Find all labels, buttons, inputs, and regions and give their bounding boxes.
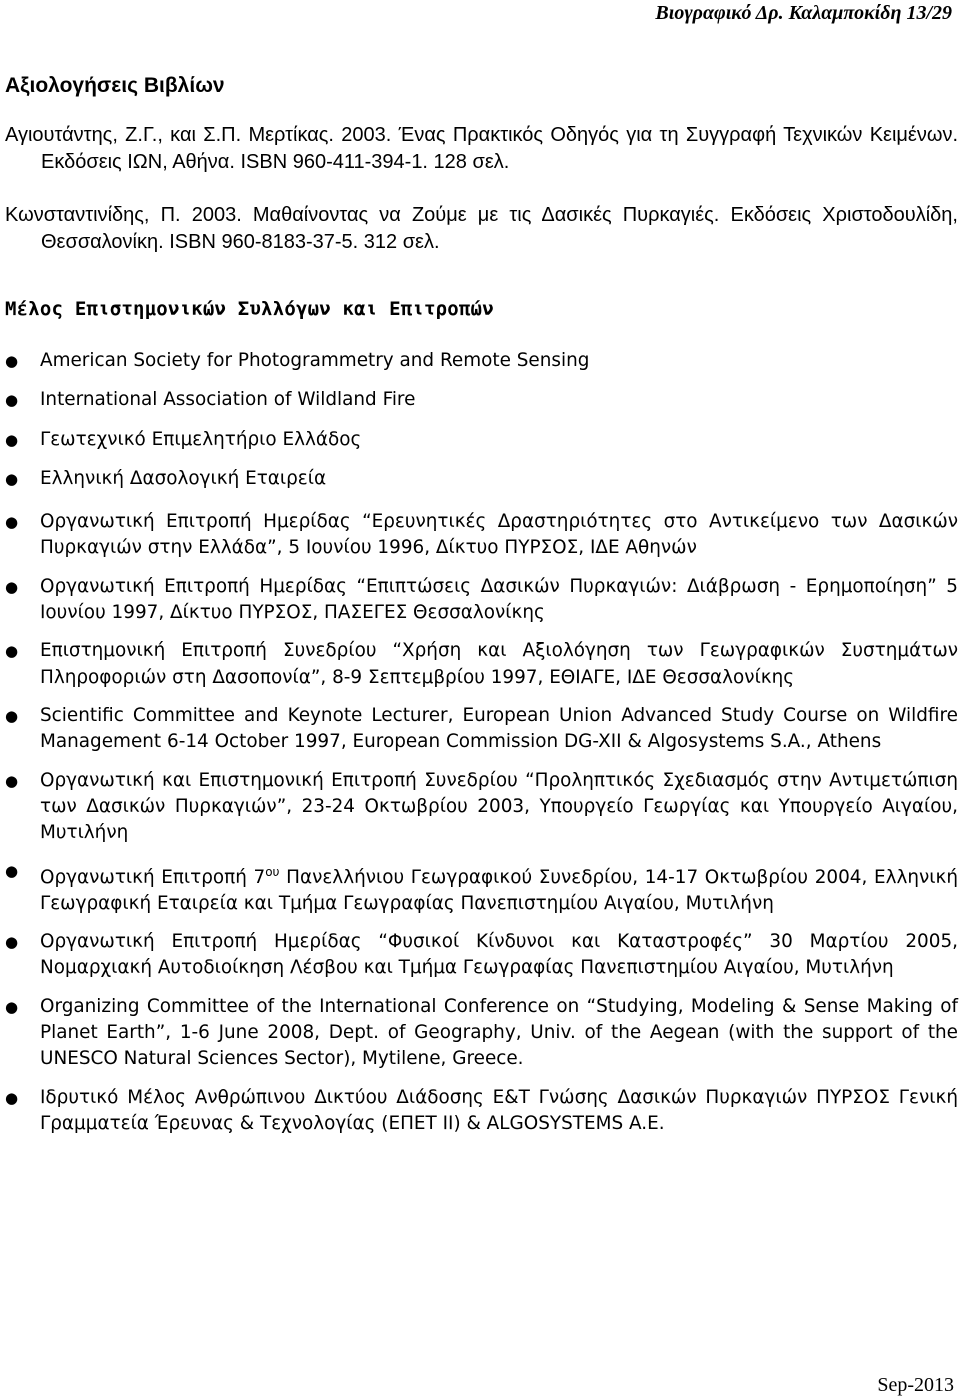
bullet-icon: ●	[5, 706, 19, 725]
list-item-text: Ιδρυτικό Μέλος Ανθρώπινου Δικτύου Διάδοσης Ε&Τ Γνώσης Δασικών Πυρκαγιών ΠΥΡΣΟΣ Γενική Γραμματεία Έρευνας & Τεχνολογίας (ΕΠΕΤ ΙΙ) & ALGOSYSTEMS A.E.	[40, 1086, 958, 1134]
list-item	[5, 509, 958, 562]
page-body	[5, 74, 958, 1137]
list-item-text: Οργανωτική Επιτροπή Ημερίδας “Ερευνητικές Δραστηριότητες στο Αντικείμενο των Δασικών Πυρκαγιών στην Ελλάδα”, 5 Ιουνίου 1996, Δίκτυο ΠΥΡΣΟΣ, ΙΔΕ Αθηνών	[40, 511, 958, 559]
bullet-icon: ●	[5, 862, 19, 881]
bullet-icon: ●	[5, 997, 19, 1016]
list-item-text: Γεωτεχνικό Επιμελητήριο Ελλάδος	[40, 428, 362, 450]
bullet-icon: ●	[5, 933, 19, 952]
list-item	[5, 638, 958, 691]
list-item-text: Ελληνική Δασολογική Εταιρεία	[40, 467, 327, 489]
list-item	[5, 703, 958, 756]
book-review-entry: Κωνσταντινίδης, Π. 2003. Μαθαίνοντας να Ζούμε με τις Δασικές Πυρκαγιές. Εκδόσεις Χριστοδουλίδη, Θεσσαλονίκη. ISBN 960-8183-37-5. 312 σελ.	[5, 204, 958, 253]
book-reviews-list	[5, 122, 958, 256]
list-item	[5, 574, 958, 627]
bullet-icon: ●	[5, 352, 19, 370]
list-item	[5, 994, 958, 1073]
bullet-icon: ●	[5, 430, 19, 449]
list-item	[5, 466, 958, 492]
list-item	[5, 929, 958, 982]
list-item	[5, 427, 958, 453]
list-item-text: Επιστημονική Επιτροπή Συνεδρίου “Χρήση και Αξιολόγηση των Γεωγραφικών Συστημάτων Πληροφοριών στη Δασοπονία”, 8-9 Σεπτεμβρίου 1997, ΕΘΙΑΓΕ, ΙΔΕ Θεσσαλονίκης	[40, 640, 958, 688]
list-item-text: Οργανωτική Επιτροπή Ημερίδας “Επιπτώσεις Δασικών Πυρκαγιών: Διάβρωση - Ερημοποίηση” 5 Ιουνίου 1997, Δίκτυο ΠΥΡΣΟΣ, ΠΑΣΕΓΕΣ Θεσσαλονίκης	[40, 575, 958, 624]
bullet-icon: ●	[5, 771, 19, 790]
list-item	[5, 348, 958, 374]
list-item-text: Organizing Committee of the International Conference on “Studying, Modeling & Sense Making of Planet Earth”, 1-6 June 2008, Dept. of Geography, Univ. of the Aegean (with the support of the UNESCO Natural Sciences Sector), Mytilene, Greece.	[40, 995, 958, 1070]
list-item-text: Οργανωτική Επιτροπή Ημερίδας “Φυσικοί Κίνδυνοι και Καταστροφές” 30 Μαρτίου 2005, Νομαρχιακή Αυτοδιοίκηση Λέσβου και Τμήμα Γεωγραφίας Πανεπιστημίου Αιγαίου, Μυτιλήνη	[40, 931, 958, 979]
bullet-icon: ●	[5, 391, 19, 410]
page-header: Βιογραφικό Δρ. Καλαμποκίδη 13/29	[655, 2, 952, 24]
list-item	[5, 1085, 958, 1138]
list-item	[5, 387, 958, 413]
list-item-text: American Society for Photogrammetry and Remote Sensing	[40, 350, 590, 371]
list-item	[5, 768, 958, 847]
list-item-text: Οργανωτική Επιτροπή $7^{o\upsilon}$ Πανελλήνιου Γεωγραφικού Συνεδρίου, 14-17 Οκτωβρίου 2004, Ελληνική Γεωγραφική Εταιρεία και Τμήμα Γεωγραφίας Πανεπιστημίου Αιγαίου, Μυτιλήνη	[40, 864, 959, 914]
bullet-icon: ●	[5, 577, 19, 596]
memberships-list	[5, 348, 958, 1137]
bullet-icon: ●	[5, 513, 19, 532]
list-item-text: Οργανωτική και Επιστημονική Επιτροπή Συνεδρίου “Προληπτικός Σχεδιασμός στην Αντιμετώπιση των Δασικών Πυρκαγιών”, 23-24 Οκτωβρίου 2003, Υπουργείο Γεωργίας και Υπουργείο Αιγαίου, Μυτιλήνη	[40, 769, 958, 844]
bullet-icon: ●	[5, 469, 19, 488]
bullet-icon: ●	[5, 1088, 19, 1107]
book-review-entry: Αγιουτάντης, Ζ.Γ., και Σ.Π. Μερτίκας. 2003. Ένας Πρακτικός Οδηγός για τη Συγγραφή Τεχνικών Κειμένων. Εκδόσεις ΙΩΝ, Αθήνα. ISBN 960-411-394-1. 128 σελ.	[5, 124, 958, 173]
bullet-icon: ●	[5, 642, 19, 661]
list-item	[5, 858, 958, 917]
page-footer-date: Sep-2013	[877, 1374, 954, 1396]
memberships-title: Μέλος Επιστημονικών Συλλόγων και Επιτροπών	[5, 298, 494, 320]
list-item-text: Scientific Committee and Keynote Lecturer, European Union Advanced Study Course on Wildfire Management 6-14 October 1997, European Commission DG-XII & Algosystems S.A., Athens	[40, 704, 958, 753]
list-item-text: International Association of Wildland Fire	[40, 389, 416, 411]
book-reviews-title: Αξιολογήσεις Βιβλίων	[5, 74, 225, 97]
